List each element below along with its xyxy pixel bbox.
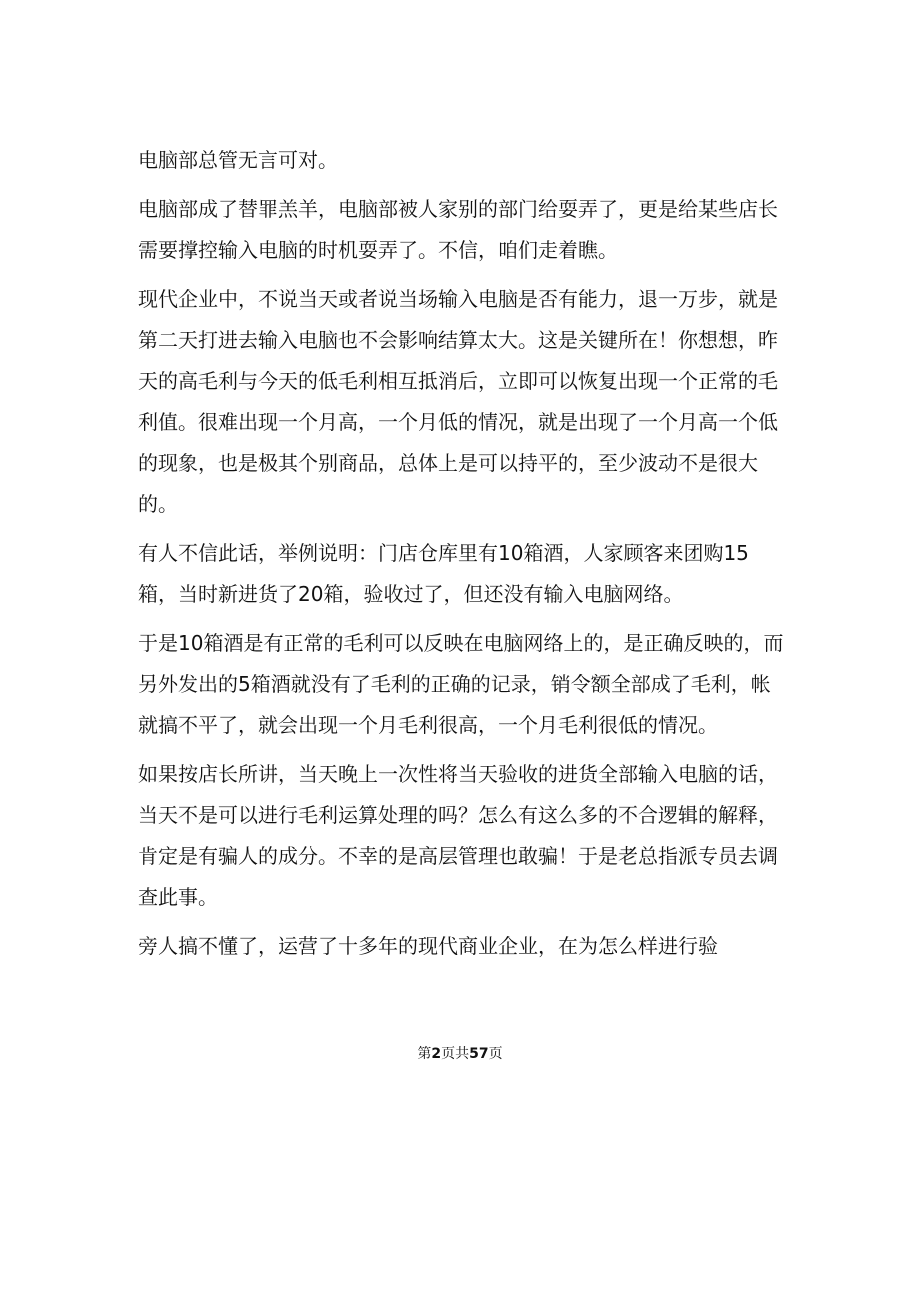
page-footer [0, 1044, 920, 1064]
paragraph: 现代企业中，不说当天或者说当场输入电脑是否有能力，退一万步，就是第二天打进去输入电脑也不会影响结算太大。这是关键所在！你想想，昨天的高毛利与今天的低毛利相互抵消后，立即可以恢复出现一个正常的毛利值。很难出现一个月高，一个月低的情况，就是出现了一个月高一个低的现象，也是极其个别商品，总体上是可以持平的，至少波动不是很大的。 [138, 287, 778, 516]
paragraph: 电脑部总管无言可对。 [138, 148, 338, 172]
paragraph: 电脑部成了替罪羔羊，电脑部被人家别的部门给耍弄了，更是给某些店长需要撑控输入电脑的时机耍弄了。不信，咱们走着瞧。 [138, 197, 778, 262]
current-page-number: 2 [431, 1046, 442, 1062]
total-page-count: 57 [469, 1046, 489, 1062]
paragraph: 于是10箱酒是有正常的毛利可以反映在电脑网络上的，是正确反映的，而另外发出的5箱酒就没有了毛利的正确的记录，销令额全部成了毛利，帐就搞不平了，就会出现一个月毛利很高，一个月毛利很低的情况。 [138, 631, 784, 737]
document-body [138, 140, 788, 975]
page-number-middle: 页共 [441, 1046, 470, 1062]
paragraph: 旁人搞不懂了，运营了十多年的现代商业企业，在为怎么样进行验 [138, 934, 718, 958]
page-number-prefix: 第 [417, 1046, 432, 1062]
paragraph: 有人不信此话，举例说明：门店仓库里有10箱酒，人家顾客来团购15箱，当时新进货了20箱，验收过了，但还没有输入电脑网络。 [138, 541, 749, 606]
page-number-suffix: 页 [488, 1046, 503, 1062]
paragraph: 如果按店长所讲，当天晚上一次性将当天验收的进货全部输入电脑的话，当天不是可以进行毛利运算处理的吗？怎么有这么多的不合逻辑的解释，肯定是有骗人的成分。不幸的是高层管理也敢骗！于是老总指派专员去调查此事。 [138, 762, 778, 909]
